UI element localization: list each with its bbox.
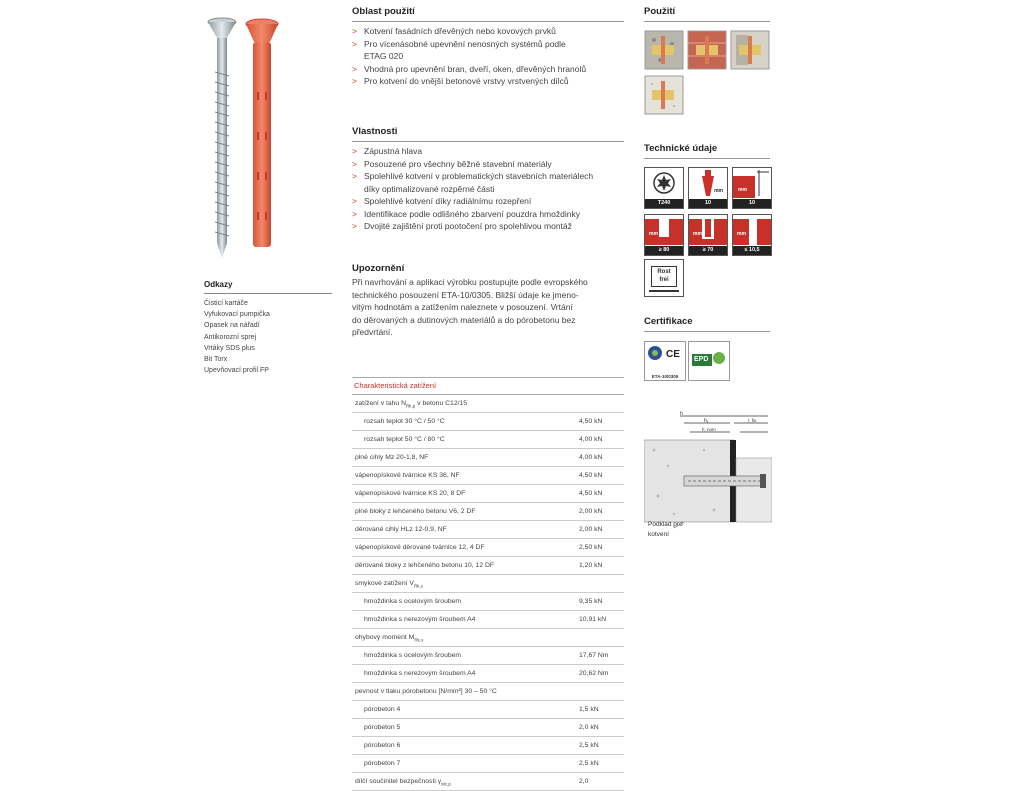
row-label: smykové zatížení $V_{Rk,s}$ (355, 580, 423, 589)
table-row (352, 539, 624, 557)
section-title: Upozornění (352, 263, 405, 274)
section-title: Technické údaje (644, 143, 770, 159)
row-label: vápenopískové děrované tvárnice 12, 4 DF (355, 544, 485, 551)
tile-aerated (645, 76, 683, 114)
table-row (352, 719, 624, 737)
icon-caption: ≥ 70 (689, 246, 727, 255)
row-label: hmoždinka s nerezovým šroubem A4 (364, 670, 476, 677)
table-row (352, 449, 624, 467)
table-row (352, 773, 624, 791)
bullet-item: > Identifikace podle odlišného zbarvení pouzdra hmoždinky (352, 208, 624, 221)
table-row (352, 503, 624, 521)
table-body (352, 395, 624, 791)
installation-diagram (644, 410, 772, 540)
icon-caption: 10 (733, 199, 771, 208)
row-value: 20,62 Nm (579, 670, 609, 677)
row-value: 4,00 kN (579, 454, 603, 461)
row-value: 1,20 kN (579, 562, 603, 569)
tile-brick (688, 31, 726, 69)
tech-data-section (644, 143, 770, 159)
table-row (352, 575, 624, 593)
row-value: 2,0 (579, 778, 589, 785)
dim-tfix: t_fix (748, 418, 757, 423)
row-value: 2,5 kN (579, 742, 599, 749)
row-label: vápenopískové tvárnice KS 20, 8 DF (355, 490, 466, 497)
notice-line: technického posouzení ETA-10/0305. Bližší údaje ke jmeno- (352, 289, 579, 300)
row-label: plné cihly Mz 20-1,8, NF (355, 454, 429, 461)
table-row (352, 431, 624, 449)
link-item[interactable]: Vrtáky SDS plus (204, 344, 255, 352)
row-label: rozsah teplot 30 °C / 50 °C (364, 418, 445, 425)
row-label: hmoždinka s ocelovým šroubem (364, 652, 462, 659)
row-value: 2,5 kN (579, 760, 599, 767)
icon-caption: 10 (689, 199, 727, 208)
row-label: hmoždinka s ocelovým šroubem (364, 598, 462, 605)
bullet-item: > Vhodná pro upevnění bran, dveří, oken, dřevěných hranolů (352, 63, 624, 76)
row-value: 4,50 kN (579, 490, 603, 497)
application-area-section (352, 6, 624, 88)
table-row (352, 593, 624, 611)
row-value: 10,91 kN (579, 616, 607, 623)
table-row (352, 755, 624, 773)
row-value: 17,67 Nm (579, 652, 609, 659)
icon-unit: mm (737, 231, 746, 237)
links-section (204, 280, 332, 376)
row-label: zatížení v tahu $N_{Rk,p}$ v betonu C12/15 (355, 400, 468, 409)
row-label: plné bloky z lehčeného betonu V6, 2 DF (355, 508, 476, 515)
dim-h: h (680, 411, 683, 417)
bullet-item: > Pro vícenásobné upevnění nenosných systémů podle (352, 38, 624, 51)
certification-section (644, 316, 770, 332)
epd-badge (688, 341, 730, 381)
bullet-item: > Dvojité zajištění proti pootočení pro spolehlivou montáž (352, 220, 624, 233)
link-item[interactable]: Čisticí kartáče (204, 300, 248, 307)
svg-text:CE: CE (666, 349, 680, 360)
bullet-item: > Pro kotvení do vnější betonové vrstvy vrstvených dílců (352, 75, 624, 88)
table-row (352, 611, 624, 629)
row-value: 2,00 kN (579, 526, 603, 533)
bullet-item: > Zápustná hlava (352, 145, 624, 158)
notice-line: předvrtání. (352, 327, 393, 337)
row-label: pórobeton 5 (364, 724, 401, 731)
table-row (352, 665, 624, 683)
row-label: ohybový moment $M_{Rk,s}$ (355, 634, 424, 643)
embedment-depth-icon (688, 214, 728, 256)
section-title: Certifikace (644, 316, 770, 332)
epd-label: EPD (694, 356, 709, 363)
table-row (352, 521, 624, 539)
row-label: dílčí součinitel bezpečnosti $\gamma_{Mc,p}$ (355, 778, 451, 787)
row-label: hmoždinka s nerezovým šroubem A4 (364, 616, 476, 623)
table-row (352, 629, 624, 647)
links-title: Odkazy (204, 280, 332, 294)
clearance-hole-icon (732, 214, 772, 256)
icon-caption: ≥ 80 (645, 246, 683, 255)
icon-unit: mm (738, 187, 747, 193)
link-item[interactable]: Antikorozní sprej (204, 333, 257, 341)
icon-unit: mm (693, 231, 702, 237)
table-row (352, 395, 624, 413)
icon-caption: T240 (645, 199, 683, 208)
material-tiles (644, 30, 772, 122)
dim-hnom: h_nom (702, 427, 716, 432)
tile-concrete (645, 31, 683, 69)
table-row (352, 467, 624, 485)
link-item[interactable]: Upevňovací profil FP (204, 367, 269, 375)
row-value: 2,00 kN (579, 508, 603, 515)
substrate-label: Podklad pro (648, 521, 683, 528)
table-row (352, 557, 624, 575)
table-row (352, 647, 624, 665)
row-label: pórobeton 7 (364, 760, 401, 767)
section-title: Oblast použití (352, 6, 624, 22)
usage-section (644, 6, 770, 22)
drill-diameter-icon (688, 167, 728, 209)
notice-line: do děrovaných a dutinových materiálů a do pórobetonu bez (352, 314, 576, 325)
icon-unit: mm (649, 231, 658, 237)
eta-ce-badge (644, 341, 686, 381)
torx-drive-icon (644, 167, 684, 209)
row-label: děrované bloky z lehčeného betonu 10, 12 DF (355, 562, 495, 569)
load-table (352, 377, 624, 791)
row-value: 9,35 kN (579, 598, 603, 605)
row-label: děrované cihly HLz 12-0,9, NF (355, 526, 447, 533)
bullet-item: > Posouzené pro všechny běžné stavební materiály (352, 158, 624, 171)
row-value: 4,50 kN (579, 418, 603, 425)
row-value: 4,00 kN (579, 436, 603, 443)
notice-line: Při navrhování a aplikaci výrobku postupujte podle evropského (352, 277, 588, 287)
dim-h1: h₁ (704, 418, 709, 424)
dowel-diameter-icon (732, 167, 772, 209)
table-title: Charakteristická zatížení (352, 377, 624, 395)
bullet-continuation: díky optimalizované rozpěrné části (364, 183, 495, 194)
notice-section (352, 263, 624, 339)
link-item[interactable]: Vyfukovací pumpička (204, 311, 270, 319)
row-label: pórobeton 6 (364, 742, 401, 749)
link-item[interactable]: Bit Torx (204, 356, 228, 364)
anchor-depth-icon (644, 214, 684, 256)
icon-caption: ≤ 10,5 (733, 246, 771, 255)
row-label: vápenopískové tvárnice KS 36, NF (355, 472, 460, 479)
tile-sandlime (731, 31, 769, 69)
link-item[interactable]: Opasek na nářadí (204, 322, 260, 330)
rust-free-icon (644, 259, 684, 297)
table-row (352, 485, 624, 503)
row-value: 1,5 kN (579, 706, 599, 713)
row-value: 2,0 kN (579, 724, 599, 731)
eta-label: ETA-10/0305 (651, 374, 679, 379)
substrate-label-2: kotvení (648, 531, 669, 538)
section-title: Použití (644, 6, 770, 22)
table-row (352, 683, 624, 701)
table-row (352, 737, 624, 755)
icon-unit: mm (714, 188, 723, 194)
bullet-item: > Spolehlivé kotvení v problematických stavebních materiálech (352, 170, 624, 183)
table-row (352, 701, 624, 719)
row-value: 4,50 kN (579, 472, 603, 479)
product-image (200, 12, 290, 262)
properties-section (352, 126, 624, 233)
row-label: pórobeton 4 (364, 706, 401, 713)
table-row (352, 413, 624, 431)
row-label: rozsah teplot 50 °C / 80 °C (364, 436, 445, 443)
bullet-item: > Spolehlivé kotvení díky radiálnímu rozepření (352, 195, 624, 208)
row-label: pevnost v tlaku pórobetonu [N/mm²] 30 – 50 °C (355, 688, 497, 695)
rust-free-label: Rost frei (651, 266, 677, 287)
bullet-item: > Kotvení fasádních dřevěných nebo kovových prvků (352, 25, 624, 38)
bullet-continuation: ETAG 020 (364, 51, 404, 61)
section-title: Vlastnosti (352, 126, 624, 142)
notice-line: vitým hodnotám a zatížením naleznete v posouzení. Vrtání (352, 302, 573, 312)
row-value: 2,50 kN (579, 544, 603, 551)
